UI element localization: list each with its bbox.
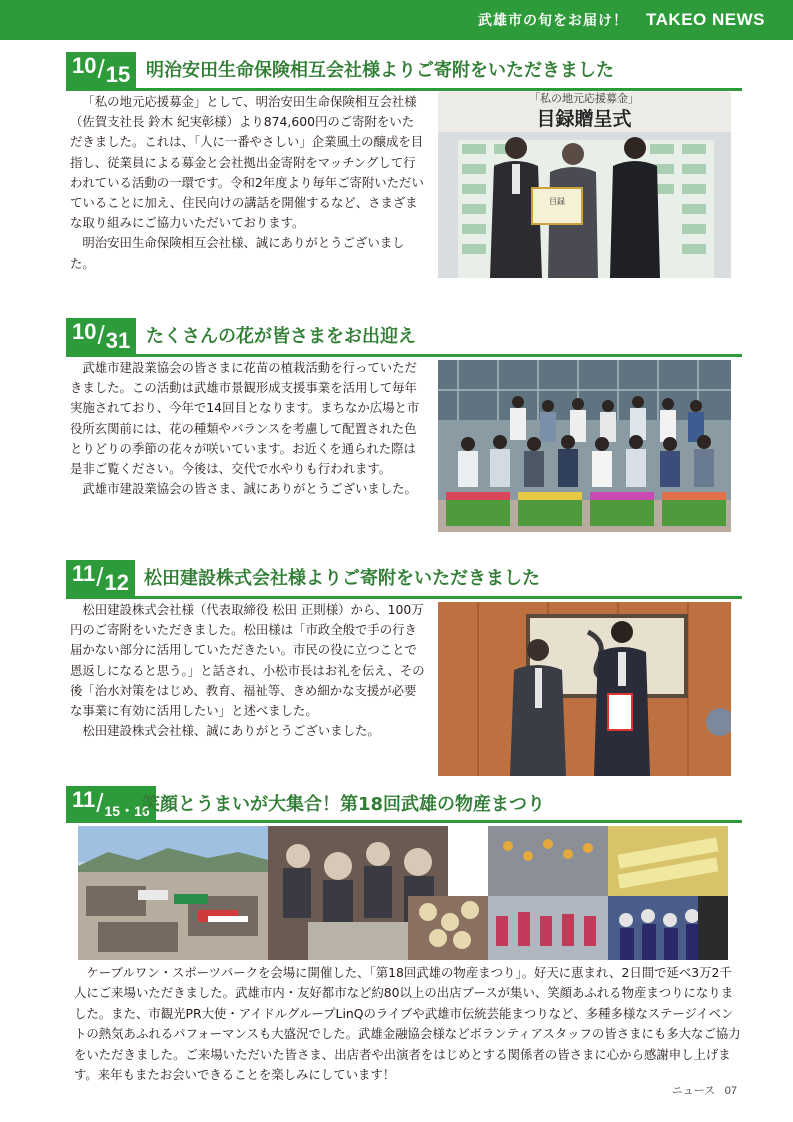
paragraph: 明治安田生命保険相互会社様、誠にありがとうございました。 bbox=[70, 235, 405, 271]
page-number: 07 bbox=[724, 1085, 737, 1097]
photo-collage-festival bbox=[78, 826, 728, 960]
page-footer bbox=[672, 1082, 737, 1098]
banner-text: 目録贈呈式 bbox=[536, 108, 632, 130]
date-day: 31 bbox=[105, 328, 131, 353]
article-title: 松田建設株式会社様よりご寄附をいただきました bbox=[144, 568, 540, 589]
photo-flower-planting-group bbox=[438, 360, 731, 532]
festival-body: ケーブルワン・スポーツパークを会場に開催した、「第18回武雄の物産まつり」。好天に恵まれ、2日間で延べ3万2千人にご来場いただきました。武雄市内・友好都市など約80以上の出店ブースが集い、笑顔あふれる物産まつりになりました。また、市観光PR大使・アイドルグループLinQのライブや武雄市伝統芸能まつりなど、多種多様なステージイベントの熱気あふれるパフォーマンスも大盛況でした。武雄金融協会様などボランティアスタッフの皆さまにも多大なご協力をいただきました。ご来場いただいた皆さま、出店者や出演者をはじめとする関係者の皆さまに心から感謝申し上げます。来年もまたお会いできることを楽しみにしています！ bbox=[74, 965, 741, 1083]
paragraph: 武雄市建設業協会の皆さまに花苗の植栽活動を行っていただきました。この活動は武雄市景観形成支援事業を活用して毎年実施されており、今年で14回目となります。まちなか広場と市役所玄関前には、花の種類やバランスを考慮して配置された色とりどりの季節の花々が咲いています。お近くを通られた際は是非ご覧ください。今後は、交代で水やりも行われます。 bbox=[70, 360, 420, 477]
heading-rule bbox=[66, 88, 742, 91]
article-heading bbox=[66, 52, 742, 94]
article-matsuda-construction bbox=[66, 560, 742, 780]
header-tagline: 武雄市の旬をお届け！ bbox=[478, 13, 629, 29]
heading-rule bbox=[66, 820, 742, 823]
date-month: 10 bbox=[72, 319, 97, 344]
paragraph: 松田建設株式会社様、誠にありがとうございました。 bbox=[82, 723, 380, 739]
paragraph: 「私の地元応援募金」として、明治安田生命保険相互会社様（佐賀支社長 鈴木 紀実彰様）より874,600円のご寄附をいただきました。これは、「人に一番やさしい」企業風土の醸成を目指し、従業員による募金と会社拠出金寄附をマッチングして行われている活動の一環です。令和2年度より毎年ご寄附いただいていることに加え、住民向けの講話を開催するなど、さまざまな取り組みにご協力いただいております。 bbox=[70, 94, 424, 231]
article-heading bbox=[66, 318, 742, 360]
article-title: 笑顔とうまいが大集合！第18回武雄の物産まつり bbox=[142, 794, 546, 815]
date-day: 15 bbox=[105, 62, 131, 87]
date-day: 15・16 bbox=[104, 803, 150, 819]
article-body bbox=[70, 92, 426, 274]
date-badge: 10 / 31 bbox=[66, 318, 136, 354]
photo-donation-ceremony bbox=[438, 92, 731, 278]
article-bussan-festival bbox=[66, 786, 742, 966]
footer-label: ニュース bbox=[671, 1084, 716, 1097]
article-body bbox=[70, 358, 426, 499]
heading-rule bbox=[66, 354, 742, 357]
date-badge: 11 / 12 bbox=[66, 560, 135, 596]
date-month: 11 bbox=[72, 561, 96, 586]
date-badge: 11 / 15・16 bbox=[66, 786, 156, 820]
paragraph: 武雄市建設業協会の皆さま、誠にありがとうございました。 bbox=[82, 481, 417, 497]
article-body bbox=[70, 600, 426, 741]
paragraph: 松田建設株式会社様（代表取締役 松田 正則様）から、100万円のご寄附をいただきました。松田様は「市政全般で手の行き届かない部分に活用していただきたい。市民の役に立つことで恩返しになると思う。」と話され、小松市長はお礼を伝え、その後「治水対策をはじめ、教育、福祉等、きめ細かな支援が必要な事業に有効に活用したい」と述べました。 bbox=[70, 602, 425, 719]
article-meiji-yasuda bbox=[66, 52, 742, 292]
date-badge: 10 / 15 bbox=[66, 52, 136, 88]
page-header bbox=[0, 0, 793, 40]
header-brand: TAKEO NEWS bbox=[646, 10, 765, 29]
article-heading bbox=[66, 786, 742, 828]
board-text: 目録 bbox=[549, 197, 565, 206]
heading-rule bbox=[66, 596, 742, 599]
article-title: 明治安田生命保険相互会社様よりご寄附をいただきました bbox=[146, 60, 614, 81]
photo-matsuda-donation bbox=[438, 602, 731, 776]
article-heading bbox=[66, 560, 742, 602]
date-month: 10 bbox=[72, 53, 97, 78]
date-day: 12 bbox=[104, 570, 129, 595]
article-title: たくさんの花が皆さまをお出迎え bbox=[146, 326, 416, 347]
date-month: 11 bbox=[72, 787, 96, 812]
article-flower-planting bbox=[66, 318, 742, 538]
banner-top-text: 「私の地元応援募金」 bbox=[529, 92, 639, 105]
